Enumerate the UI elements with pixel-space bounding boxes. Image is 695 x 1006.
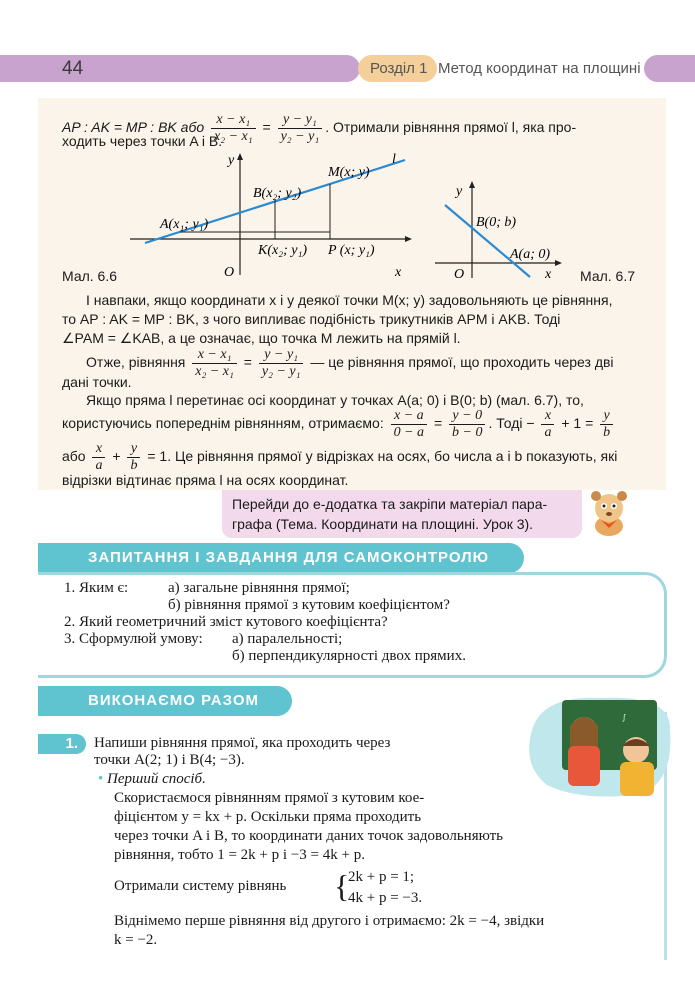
fig2-point-b: B(0; b): [476, 215, 517, 230]
mascot-icon: [585, 486, 633, 538]
fig1-origin: O: [224, 265, 235, 280]
fig1-point-a: A(x₁; y₁): [160, 217, 209, 232]
system-brace: {: [334, 868, 350, 904]
figure-6-6: [60, 150, 420, 285]
page-number: 44: [62, 58, 84, 79]
system-prefix: Отримали систему рівнянь: [114, 878, 287, 894]
question-1b: б) рівняння прямої з кутовим коефіцієнтом?: [168, 597, 450, 613]
fig1-point-k: K(x₂; y₁): [258, 243, 307, 258]
question-1: 1. Яким є:: [64, 580, 129, 596]
theory-p2-line-2: то AP : AK = MP : BK, з чого випливає подібність трикутників APM і AKB. Тоді: [62, 311, 561, 327]
fig1-point-m: M(x; y): [328, 165, 370, 180]
together-title: ВИКОНАЄМО РАЗОМ: [88, 692, 259, 709]
theory-p4-line-3: або $\frac{x}{a}$ + $\frac{y}{b}$ = 1. Це рівняння прямої у відрізках на осях, бо числа a і b показують, які: [62, 441, 618, 473]
task-text-line-2: точки A(2; 1) і B(4; −3).: [94, 752, 245, 768]
figure-6-6-caption: Мал. 6.6: [62, 268, 118, 284]
fig2-origin: O: [454, 267, 465, 280]
question-3: 3. Сформулюй умову:: [64, 631, 203, 647]
fig2-point-a: A(a; 0): [510, 247, 551, 262]
way-1-label: • Перший спосіб.: [98, 771, 206, 787]
fig1-point-b: B(x₂; y₂): [253, 186, 302, 201]
theory-line-2: ходить через точки A і B.: [62, 133, 223, 149]
chapter-badge: Розділ 1: [358, 55, 437, 82]
fig1-y-label: y: [228, 153, 235, 168]
figure-6-7: [430, 180, 570, 280]
fig1-point-p: P (x; y₁): [328, 243, 375, 258]
system-equation-2: 4k + p = −3.: [348, 890, 423, 906]
fig1-line-l: l: [392, 152, 396, 167]
theory-p2-line-3: ∠PAM = ∠KAB, а це означає, що точка M лежить на прямій l.: [62, 330, 461, 346]
header-band-right: [644, 55, 695, 82]
svg-text:∫: ∫: [622, 713, 627, 722]
students-photo: [522, 690, 674, 800]
chapter-title: Метод координат на площині: [438, 60, 641, 77]
theory-p2-line-1: І навпаки, якщо координати x і y деякої точки M(x; y) задовольняють це рівняння,: [86, 292, 613, 308]
solution-line-4: рівняння, тобто 1 = 2k + p і −3 = 4k + p.: [114, 847, 365, 863]
theory-p3-line-2: дані точки.: [62, 374, 132, 390]
question-1a: а) загальне рівняння прямої;: [168, 580, 350, 596]
task-number-badge: 1.: [38, 734, 86, 754]
task-text-line-1: Напиши рівняння прямої, яка проходить через: [94, 735, 391, 751]
question-3b: б) перпендикулярності двох прямих.: [232, 648, 466, 664]
theory-p4-line-1: Якщо пряма l перетинає осі координат у точках A(a; 0) і B(0; b) (мал. 6.7), то,: [86, 392, 584, 408]
fig2-x-label: x: [545, 267, 552, 280]
e-app-note-text: Перейди до е-додатка та закріпи матеріал пара-графа (Тема. Координати на площині. Урок 3).: [232, 496, 548, 532]
theory-p4-line-4: відрізки відтинає пряма l на осях координат.: [62, 472, 349, 488]
solution-line-1: Скористаємося рівнянням прямої з кутовим кое-: [114, 790, 425, 806]
question-2: 2. Який геометричний зміст кутового коефіцієнта?: [64, 614, 388, 630]
theory-line-1: AP : AK = MP : BK або $\frac{\text{x − x₁}}{\text{x₂ − x₁}}$ = $\frac{\text{y − y₁}}{\text{y₂ − y₁}}$ . Отримали рівняння прямої l, яка про-: [62, 112, 577, 144]
theory-p3-line-1: Отже, рівняння $\frac{\text{x − x₁}}{\text{x₂ − x₁}}$ = $\frac{\text{y − y₁}}{\text{y₂ − y₁}}$ — це рівняння прямої, що проходить через дві: [86, 347, 614, 379]
question-3a: а) паралельності;: [232, 631, 343, 647]
fig2-y-label: y: [456, 184, 463, 199]
solution-line-2: фіцієнтом y = kx + p. Оскільки пряма проходить: [114, 809, 422, 825]
solution-line-6: k = −2.: [114, 932, 158, 948]
system-equation-1: 2k + p = 1;: [348, 869, 415, 885]
solution-line-5: Віднімемо перше рівняння від другого і отримаємо: 2k = −4, звідки: [114, 913, 545, 929]
header-band-left: [0, 55, 360, 82]
fig1-x-label: x: [395, 265, 402, 280]
self-control-title: ЗАПИТАННЯ І ЗАВДАННЯ ДЛЯ САМОКОНТРОЛЮ: [88, 549, 490, 566]
figure-6-7-caption: Мал. 6.7: [580, 268, 636, 284]
theory-p4-line-2: користуючись попереднім рівнянням, отримаємо: $\frac{x - a}{0 - a}$ = $\frac{y - 0}{b - 0}$ . Тоді − $\frac{x}{a}$ + 1 = $\frac{y}{b}$: [62, 408, 616, 441]
solution-line-3: через точки A і B, то координати даних точок задовольняють: [114, 828, 503, 844]
